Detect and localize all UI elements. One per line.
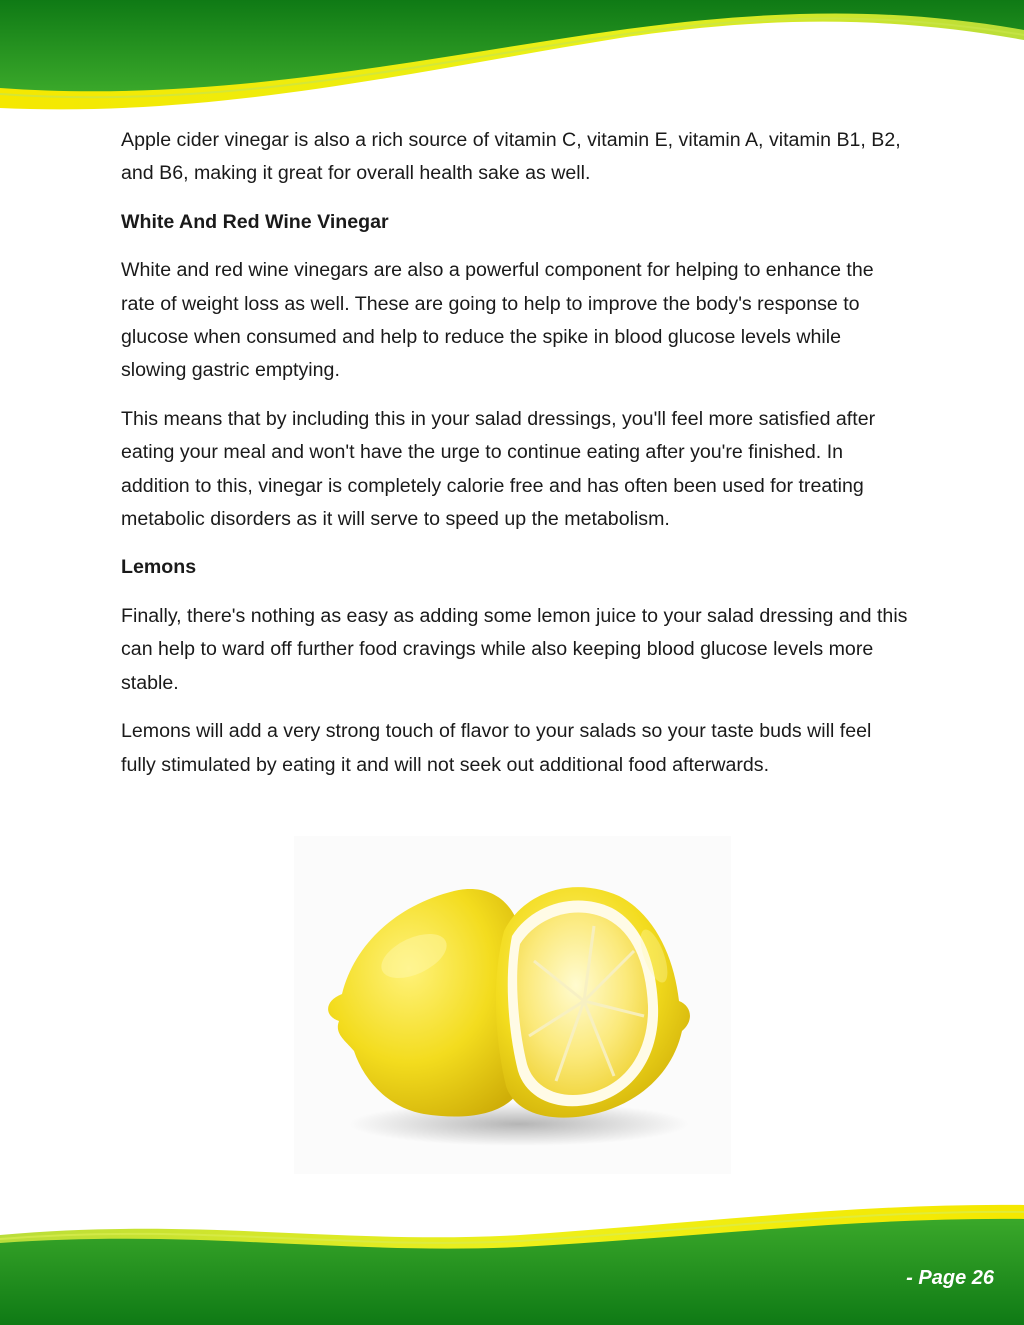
lemon-juice-paragraph: Finally, there's nothing as easy as adding some lemon juice to your salad dressing and this can help to ward off further food cravings while also keeping blood glucose levels more stable. (121, 604, 908, 694)
wine-vinegar-heading: White And Red Wine Vinegar (121, 210, 389, 233)
lemon-flavor-paragraph: Lemons will add a very strong touch of flavor to your salads so your taste buds will feel fully stimulated by eating it and will not seek out additional food afterwards. (121, 720, 872, 776)
header-wave-decoration (0, 0, 1024, 120)
salad-dressing-paragraph: This means that by including this in your salad dressings, you'll feel more satisfied after eating your meal and won't have the urge to continue eating after you're finished. In addition to this, vinegar is completely calorie free and has often been used for treating metabolic disorders as it will serve to speed up the metabolism. (121, 407, 876, 531)
page-number: - Page 26 (906, 1267, 994, 1289)
lemon-image (294, 836, 731, 1174)
wine-vinegar-paragraph: White and red wine vinegars are also a powerful component for helping to enhance the rate of weight loss as well. These are going to help to improve the body's response to glucose when consumed and help to reduce the spike in blood glucose levels while slowing gastric emptying. (121, 259, 874, 382)
document-body (121, 124, 911, 797)
lemons-heading: Lemons (121, 556, 197, 579)
footer-wave-decoration (0, 1195, 1024, 1325)
vitamin-paragraph: Apple cider vinegar is also a rich source of vitamin C, vitamin E, vitamin A, vitamin B1, B2, and B6, making it great for overall health sake as well. (121, 129, 901, 185)
